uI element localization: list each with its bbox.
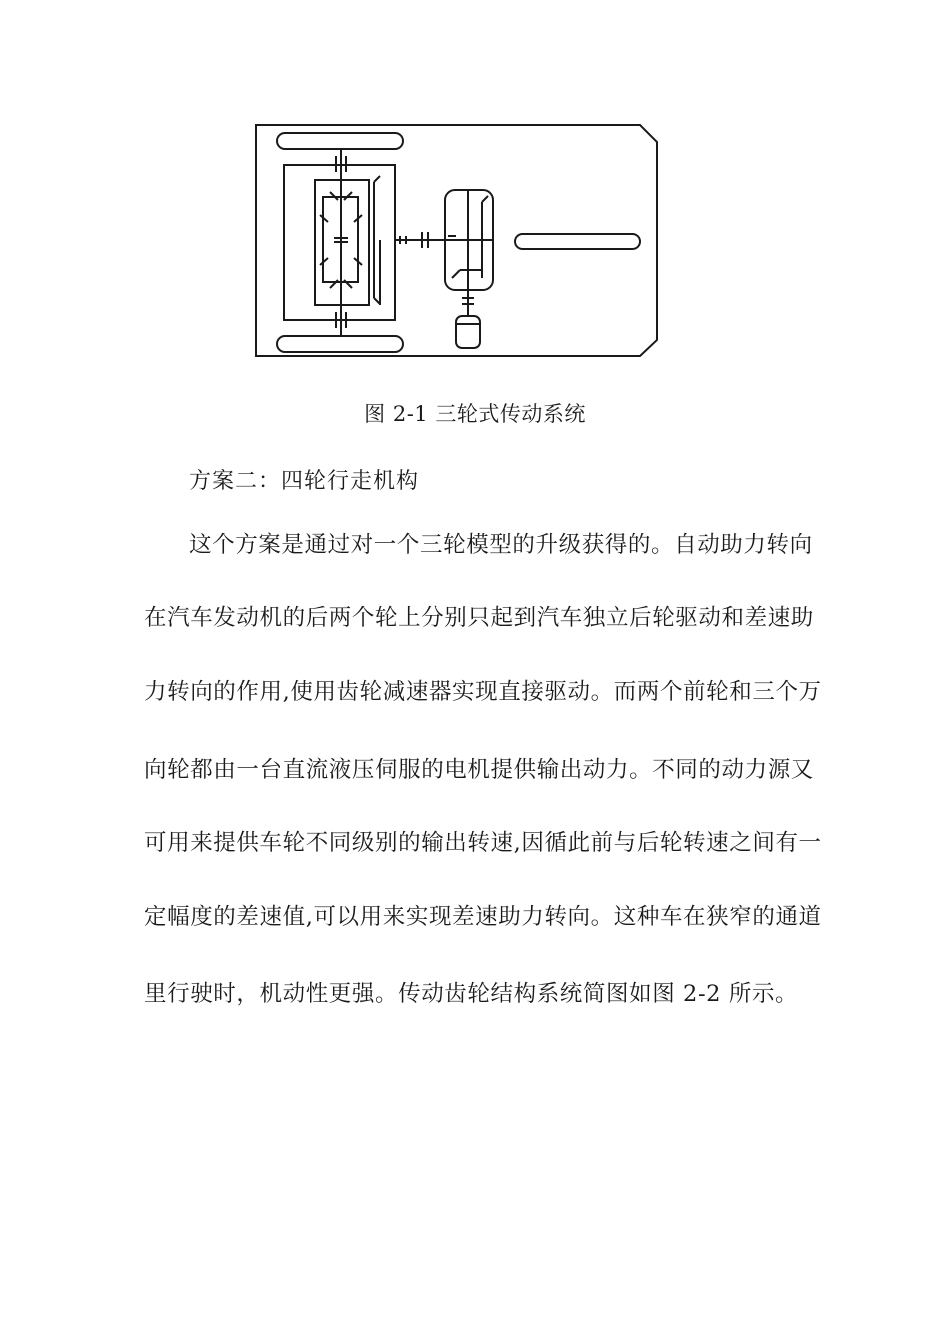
transmission-diagram bbox=[250, 120, 670, 365]
three-wheel-transmission-schematic bbox=[250, 120, 670, 365]
paragraph-line: 在汽车发动机的后两个轮上分别只起到汽车独立后轮驱动和差速助 bbox=[144, 605, 814, 631]
paragraph-line: 向轮都由一台直流液压伺服的电机提供输出动力。不同的动力源又 bbox=[144, 757, 814, 783]
paragraph-line: 定幅度的差速值,可以用来实现差速助力转向。这种车在狭窄的通道 bbox=[144, 904, 822, 930]
paragraph-line: 这个方案是通过对一个三轮模型的升级获得的。自动助力转向 bbox=[189, 532, 813, 558]
motor bbox=[456, 316, 480, 348]
paragraph-line: 可用来提供车轮不同级别的输出转速,因循此前与后轮转速之间有一 bbox=[144, 830, 822, 856]
wheel-right bbox=[515, 234, 640, 249]
figure-caption: 图 2-1 三轮式传动系统 bbox=[364, 402, 586, 426]
wheel-top bbox=[277, 133, 403, 149]
section-heading: 方案二：四轮行走机构 bbox=[189, 469, 420, 494]
paragraph-line: 里行驶时，机动性更强。传动齿轮结构系统简图如图 2-2 所示。 bbox=[144, 981, 799, 1007]
wheel-bottom bbox=[277, 336, 403, 352]
paragraph-line: 力转向的作用,使用齿轮减速器实现直接驱动。而两个前轮和三个万 bbox=[144, 679, 822, 705]
